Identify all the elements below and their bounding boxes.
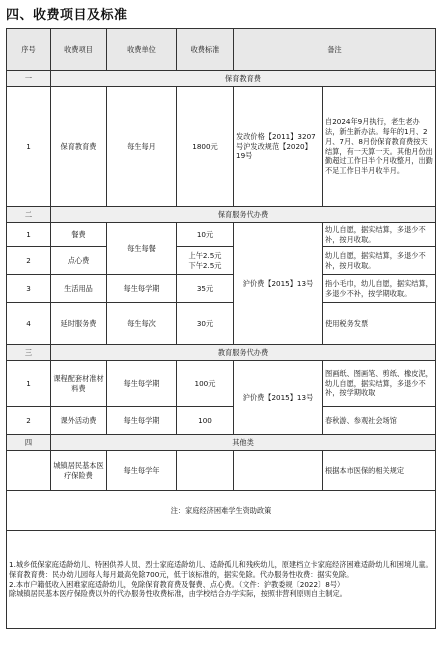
row-seq [7,451,51,491]
row-unit: 每生每学期 [107,361,177,407]
row-seq: 2 [7,407,51,435]
table-header-row [7,29,436,71]
note-paragraph-3: 除城镇居民基本医疗保险费以外的代办服务性收费标准，由学校结合办学实际，按照非营利原则自主制定。 [9,589,347,599]
row-unit: 每生每次 [107,303,177,345]
row-item: 保育教育费 [51,87,107,207]
table-row [7,361,436,407]
row-item: 生活用品 [51,275,107,303]
section-row-4 [7,435,436,451]
table-row [7,407,436,435]
row-item: 延时服务费 [51,303,107,345]
row-basis [234,451,323,491]
section-number: 三 [7,345,51,361]
section-heading: 四、收费项目及标准 [6,8,128,23]
row-item: 课程配套材准材料费 [51,361,107,407]
col-header-unit: 收费单位 [107,29,177,71]
price-afternoon: 下午2.5元 [188,260,222,270]
table-row [7,275,436,303]
row-price: 100 [177,407,234,435]
price-morning: 上午2.5元 [188,250,222,260]
row-unit: 每生每学期 [107,407,177,435]
row-price: 100元 [177,361,234,407]
row-remark: 幼儿自愿，据实结算，多退少不补，按月收取。 [323,247,436,275]
row-basis: 沪价费【2015】13号 [234,361,323,435]
section-title: 保育教育费 [51,71,436,87]
row-basis: 沪价费【2015】13号 [234,223,323,345]
row-basis: 发改价格【2011】3207号沪发改规范【2020】19号 [234,87,323,207]
row-seq: 3 [7,275,51,303]
fee-table [6,28,436,629]
row-item: 课外活动费 [51,407,107,435]
note-title-row [7,491,436,531]
row-price: 30元 [177,303,234,345]
row-unit: 每生每学年 [107,451,177,491]
note-paragraph-2: 2.本市户籍低收入困难家庭适龄幼儿，免除保育教育费及餐费、点心费。（文件：沪教委规〔2022〕8号） [9,579,345,589]
row-remark: 图画纸、图画笔、剪纸、橡皮泥，幼儿自愿，据实结算，多退少不补，按学期收取 [323,361,436,407]
row-unit: 每生每学期 [107,275,177,303]
section-number: 一 [7,71,51,87]
col-header-item: 收费项目 [51,29,107,71]
row-seq: 1 [7,361,51,407]
row-remark: 指小毛巾，幼儿自愿，据实结算，多退少不补，按学期收取。 [323,275,436,303]
note-paragraph-1: 1.城乡低保家庭适龄幼儿、特困供养人员、烈士家庭适龄幼儿、适龄孤儿和残疾幼儿，原建档立卡家庭经济困难适龄幼儿和困境儿童。保育教育费：民办幼儿园每人每月最高免除700元，低于该标准的，据实免除。代办服务性收费：据实免除。 [9,560,433,579]
row-price: 1800元 [177,87,234,207]
row-price [177,451,234,491]
table-row [7,451,436,491]
row-item: 餐费 [51,223,107,247]
row-unit: 每生每月 [107,87,177,207]
row-seq: 2 [7,247,51,275]
row-item: 点心费 [51,247,107,275]
row-item: 城镇居民基本医疗保险费 [51,451,107,491]
col-header-remark: 备注 [234,29,436,71]
note-body [7,531,436,629]
row-seq: 1 [7,87,51,207]
section-number: 四 [7,435,51,451]
note-body-row [7,531,436,629]
row-price: 35元 [177,275,234,303]
row-seq: 4 [7,303,51,345]
table-row [7,223,436,247]
table-row [7,247,436,275]
row-remark: 自2024年9月执行，老生老办法，新生新办法。每年的1月、2月、7月、8月份保育教育费按天结算，有一天算一天。其他月份出勤超过工作日半个月收整月，出勤不足工作日半月收半月。 [323,87,436,207]
row-price: 10元 [177,223,234,247]
section-title: 保育服务代办费 [51,207,436,223]
section-row-2 [7,207,436,223]
row-remark: 幼儿自愿，据实结算，多退少不补，按月收取。 [323,223,436,247]
section-row-1 [7,71,436,87]
row-unit: 每生每餐 [107,223,177,275]
row-remark: 根据本市医保的相关规定 [323,451,436,491]
table-row [7,87,436,207]
row-remark: 春秋游、参观社会场馆 [323,407,436,435]
section-row-3 [7,345,436,361]
row-price [177,247,234,275]
col-header-seq: 序号 [7,29,51,71]
section-number: 二 [7,207,51,223]
row-seq: 1 [7,223,51,247]
table-row [7,303,436,345]
col-header-price: 收费标准 [177,29,234,71]
section-title: 其他类 [51,435,436,451]
row-remark: 使用税务发票 [323,303,436,345]
note-title: 注：家庭经济困难学生资助政策 [7,491,436,531]
section-title: 教育服务代办费 [51,345,436,361]
